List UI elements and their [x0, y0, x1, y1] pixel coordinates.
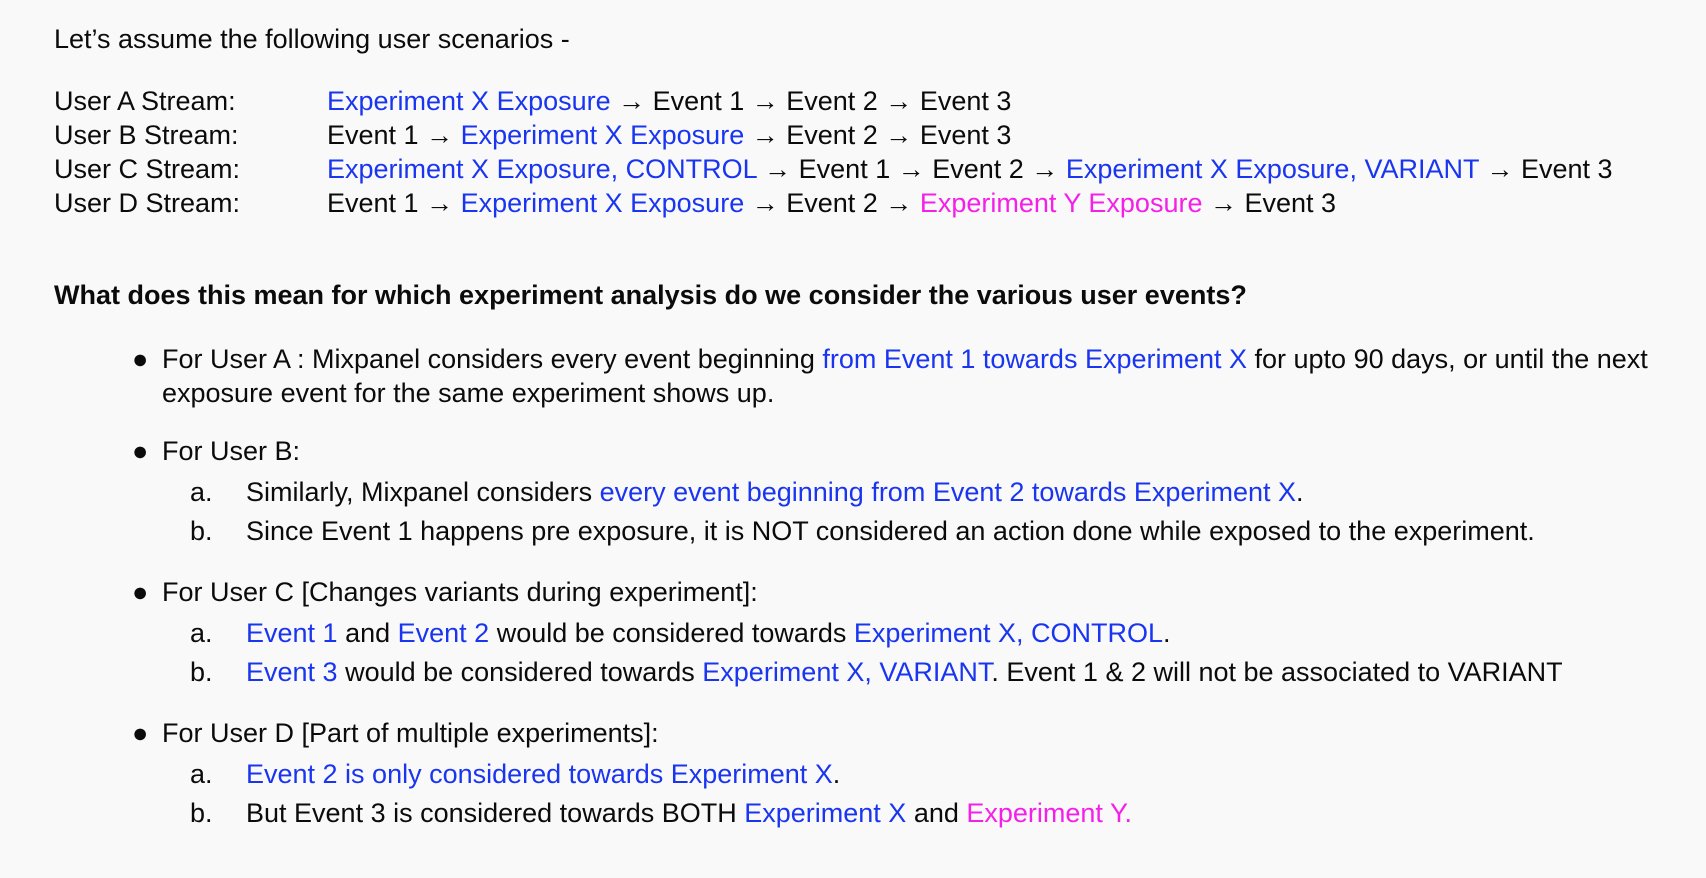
- bullet-2-sub-0-segment-3: would be considered towards: [489, 618, 854, 648]
- bullet-item: [54, 434, 1666, 551]
- sub-list-text: [246, 759, 840, 789]
- sub-list: [162, 755, 1666, 833]
- bullet-2-sub-1-segment-3: . Event 1 & 2 will not be associated to VARIANT: [991, 657, 1563, 687]
- stream-0-segment-2: Event 1: [652, 86, 745, 116]
- stream-0-segment-5: →: [877, 86, 920, 116]
- bullet-0-segment-2: for upto 90 days, or until the next exposure event for the same experiment shows up.: [162, 344, 1648, 408]
- stream-2-segment-5: →: [1023, 154, 1066, 184]
- bullet-2-sub-0-segment-2: Event 2: [397, 618, 490, 648]
- bullet-marker: ●: [132, 577, 149, 607]
- sub-list-marker: a.: [190, 618, 213, 648]
- stream-2-segment-0: Experiment X Exposure, CONTROL: [327, 154, 757, 184]
- user-stream-row: [54, 118, 1666, 152]
- bullet-text: [162, 342, 1666, 410]
- sub-list-item: [162, 473, 1666, 512]
- bullet-2-segment-0: For User C [Changes variants during experiment]:: [162, 577, 758, 607]
- stream-1-segment-6: Event 3: [919, 120, 1012, 150]
- bullet-marker: ●: [132, 718, 149, 748]
- stream-2-segment-3: →: [890, 154, 933, 184]
- stream-1-segment-0: Event 1: [327, 120, 419, 150]
- bullet-marker: ●: [132, 344, 149, 374]
- user-stream-flow: [327, 118, 1666, 152]
- stream-3-segment-5: →: [877, 188, 920, 218]
- bullet-item: [54, 342, 1666, 410]
- stream-3-segment-3: →: [744, 188, 787, 218]
- bullet-3-sub-0-segment-1: .: [832, 759, 841, 789]
- user-stream-row: [54, 152, 1666, 186]
- sub-list-text: [246, 798, 1132, 828]
- sub-list-text: [246, 477, 1304, 507]
- stream-1-segment-4: Event 2: [786, 120, 878, 150]
- analysis-bullet-list: [54, 342, 1666, 833]
- bullet-item: [54, 575, 1666, 692]
- user-streams-list: [54, 84, 1666, 220]
- stream-0-segment-0: Experiment X Exposure: [327, 86, 611, 116]
- sub-list-text: [246, 516, 1535, 546]
- bullet-3-sub-0-segment-0: Event 2 is only considered towards Experiment X: [246, 759, 833, 789]
- bullet-3-sub-1-segment-2: and: [906, 798, 967, 828]
- stream-1-segment-3: →: [744, 120, 787, 150]
- user-stream-label: User B Stream:: [54, 120, 239, 150]
- stream-3-segment-4: Event 2: [786, 188, 878, 218]
- bullet-3-sub-1-segment-1: Experiment X: [744, 798, 907, 828]
- stream-0-segment-3: →: [744, 86, 787, 116]
- sub-list-item: [162, 614, 1666, 653]
- bullet-1-sub-0-segment-1: every event beginning from Event 2 towards Experiment X: [599, 477, 1296, 507]
- bullet-2-sub-0-segment-1: and: [337, 618, 398, 648]
- sub-list-item: [162, 755, 1666, 794]
- stream-2-segment-8: Event 3: [1521, 154, 1613, 184]
- stream-3-segment-8: Event 3: [1244, 188, 1337, 218]
- stream-0-segment-1: →: [610, 86, 653, 116]
- sub-list-marker: b.: [190, 516, 213, 546]
- bullet-text: [162, 434, 1666, 468]
- bullet-2-sub-1-segment-2: Experiment X, VARIANT: [702, 657, 992, 687]
- bullet-2-sub-0-segment-4: Experiment X, CONTROL: [853, 618, 1163, 648]
- bullet-1-sub-1-segment-0: Since Event 1 happens pre exposure, it is NOT considered an action done while exposed to the experiment.: [246, 516, 1535, 546]
- stream-2-segment-1: →: [756, 154, 799, 184]
- sub-list-text: [246, 618, 1171, 648]
- stream-2-segment-2: Event 1: [798, 154, 891, 184]
- sub-list-item: [162, 794, 1666, 833]
- sub-list-marker: a.: [190, 477, 213, 507]
- sub-list-item: [162, 512, 1666, 551]
- stream-3-segment-1: →: [418, 188, 461, 218]
- user-stream-label: User A Stream:: [54, 86, 236, 116]
- bullet-3-sub-1-segment-3: Experiment Y.: [966, 798, 1132, 828]
- user-stream-label: User D Stream:: [54, 188, 241, 218]
- stream-0-segment-4: Event 2: [786, 86, 878, 116]
- bullet-2-sub-0-segment-0: Event 1: [246, 618, 338, 648]
- bullet-text: [162, 716, 1666, 750]
- user-stream-row: [54, 84, 1666, 118]
- user-stream-flow: [327, 84, 1666, 118]
- stream-2-segment-4: Event 2: [932, 154, 1024, 184]
- stream-1-segment-2: Experiment X Exposure: [460, 120, 745, 150]
- sub-list-marker: a.: [190, 759, 213, 789]
- sub-list: [162, 473, 1666, 551]
- stream-3-segment-2: Experiment X Exposure: [460, 188, 745, 218]
- user-stream-flow: [327, 186, 1666, 220]
- bullet-1-sub-0-segment-0: Similarly, Mixpanel considers: [246, 477, 600, 507]
- intro-paragraph: Let’s assume the following user scenarios -: [54, 24, 570, 54]
- bullet-3-segment-0: For User D [Part of multiple experiments]:: [162, 718, 659, 748]
- sub-list-marker: b.: [190, 798, 213, 828]
- section-question: What does this mean for which experiment analysis do we consider the various user events?: [54, 280, 1247, 310]
- bullet-2-sub-1-segment-0: Event 3: [246, 657, 338, 687]
- bullet-2-sub-1-segment-1: would be considered towards: [337, 657, 703, 687]
- bullet-1-sub-0-segment-2: .: [1295, 477, 1304, 507]
- stream-1-segment-1: →: [418, 120, 461, 150]
- user-stream-flow: [327, 152, 1666, 186]
- bullet-3-sub-1-segment-0: But Event 3 is considered towards BOTH: [246, 798, 745, 828]
- stream-0-segment-6: Event 3: [919, 86, 1012, 116]
- user-stream-label: User C Stream:: [54, 154, 241, 184]
- stream-3-segment-6: Experiment Y Exposure: [919, 188, 1203, 218]
- bullet-text: [162, 575, 1666, 609]
- sub-list: [162, 614, 1666, 692]
- bullet-1-segment-0: For User B:: [162, 436, 301, 466]
- sub-list-item: [162, 653, 1666, 692]
- sub-list-text: [246, 657, 1563, 687]
- stream-2-segment-6: Experiment X Exposure, VARIANT: [1065, 154, 1479, 184]
- bullet-2-sub-0-segment-5: .: [1162, 618, 1171, 648]
- stream-3-segment-7: →: [1202, 188, 1245, 218]
- bullet-0-segment-1: from Event 1 towards Experiment X: [822, 344, 1248, 374]
- stream-2-segment-7: →: [1478, 154, 1521, 184]
- stream-1-segment-5: →: [877, 120, 920, 150]
- bullet-marker: ●: [132, 436, 149, 466]
- bullet-0-segment-0: For User A : Mixpanel considers every event beginning: [162, 344, 823, 374]
- stream-3-segment-0: Event 1: [327, 188, 419, 218]
- bullet-item: [54, 716, 1666, 833]
- sub-list-marker: b.: [190, 657, 213, 687]
- user-stream-row: [54, 186, 1666, 220]
